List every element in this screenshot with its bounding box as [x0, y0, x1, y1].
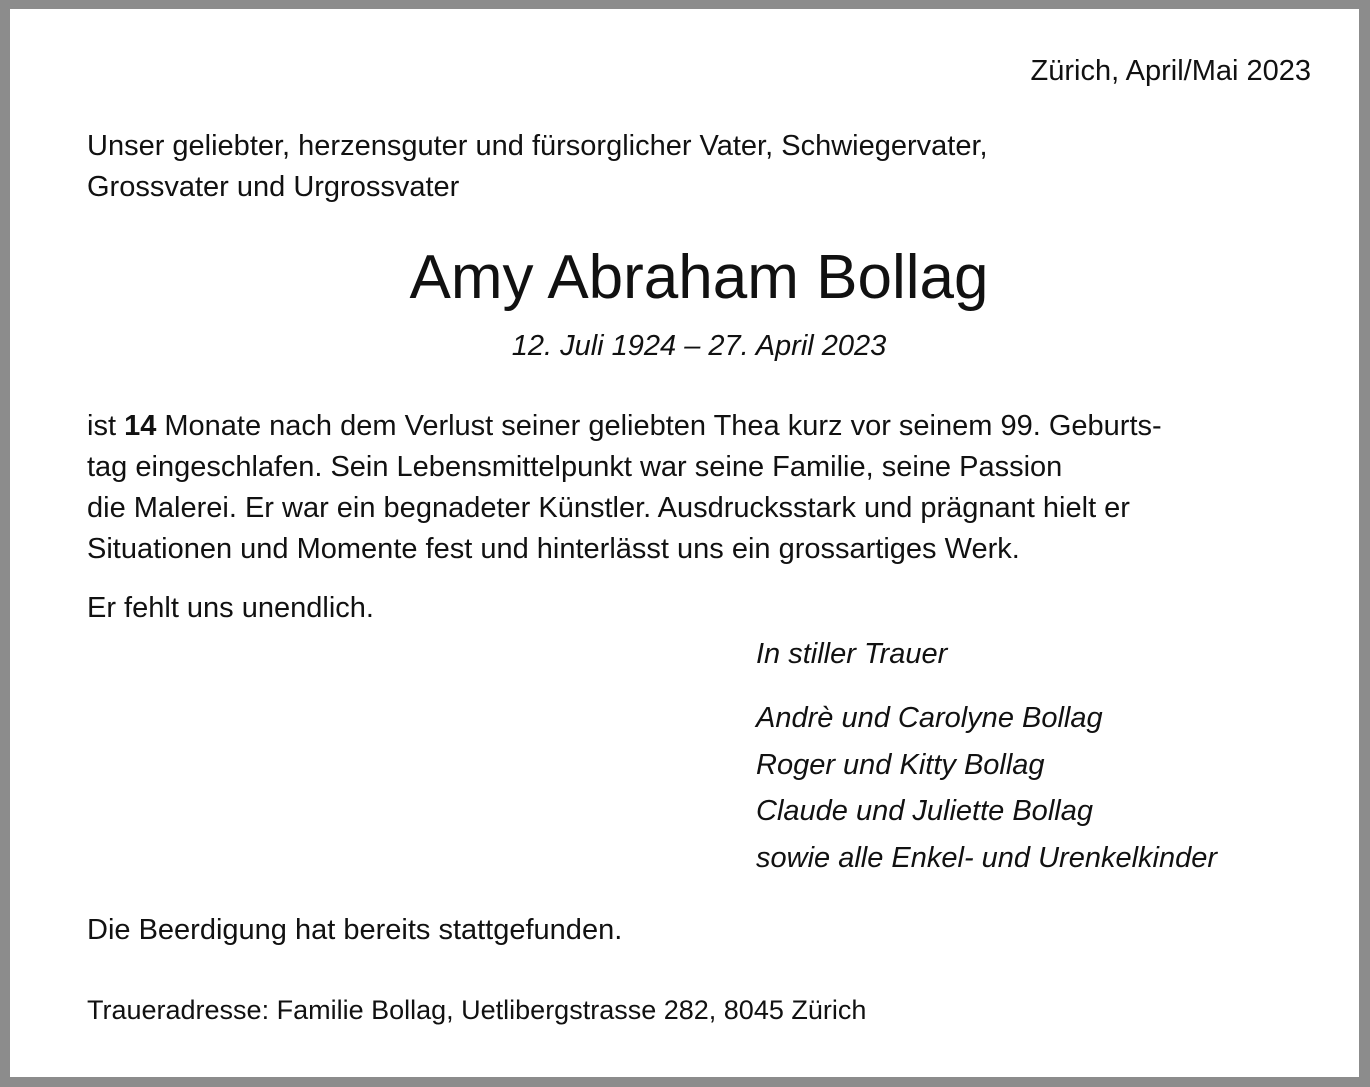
body-text	[87, 406, 1162, 570]
funeral-note: Die Beerdigung hat bereits stattgefunden.	[87, 914, 623, 946]
family-list	[756, 695, 1217, 881]
family-member: Andrè und Carolyne Bollag	[756, 702, 1103, 734]
place-date: Zürich, April/Mai 2023	[1030, 55, 1311, 87]
body-line-1-rest: Monate nach dem Verlust seiner geliebten Thea kurz vor seinem 99. Geburts-	[156, 410, 1162, 442]
intro-line-2: Grossvater und Urgrossvater	[87, 171, 460, 203]
months-count: 14	[124, 410, 157, 442]
body-line-4: Situationen und Momente fest und hinterlässt uns ein grossartiges Werk.	[87, 533, 1020, 565]
intro-line-1: Unser geliebter, herzensguter und fürsorglicher Vater, Schwiegervater,	[87, 130, 988, 162]
intro-text	[87, 126, 988, 208]
family-member: sowie alle Enkel- und Urenkelkinder	[756, 841, 1218, 874]
obituary-notice	[10, 9, 1359, 1077]
mourning-address: Traueradresse: Familie Bollag, Uetlibergstrasse 282, 8045 Zürich	[87, 995, 867, 1025]
deceased-name: Amy Abraham Bollag	[409, 243, 989, 312]
body-line-1	[87, 406, 1162, 447]
body-line-1-start: ist	[87, 410, 125, 442]
family-member: Roger und Kitty Bollag	[756, 748, 1045, 781]
mourning-heading: In stiller Trauer	[756, 638, 948, 670]
body-line-3: die Malerei. Er war ein begnadeter Künstler. Ausdrucksstark und prägnant hielt er	[87, 492, 1130, 524]
closing-sentence: Er fehlt uns unendlich.	[87, 592, 374, 624]
life-dates: 12. Juli 1924 – 27. April 2023	[511, 330, 887, 362]
body-line-2: tag eingeschlafen. Sein Lebensmittelpunkt war seine Familie, seine Passion	[87, 451, 1063, 483]
family-member: Claude und Juliette Bollag	[756, 795, 1093, 827]
